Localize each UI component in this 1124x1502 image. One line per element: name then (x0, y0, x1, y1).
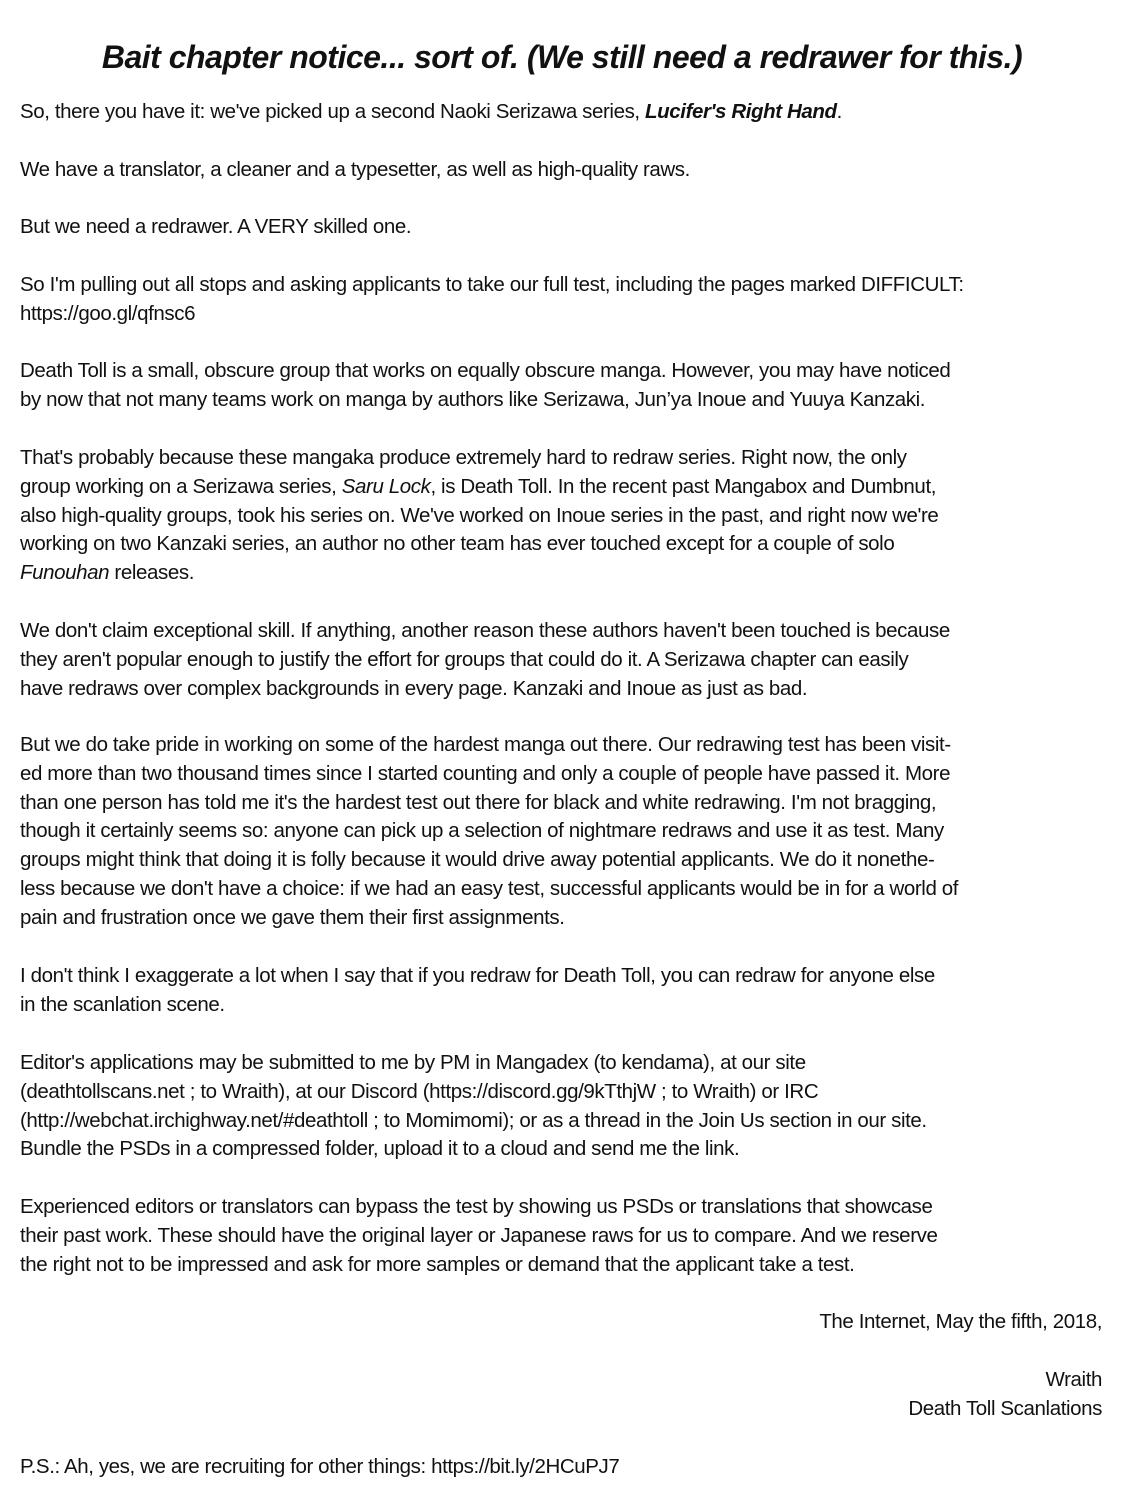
paragraph-line: than one person has told me it's the hardest test out there for black and white redrawing. I'm not bragging, (20, 790, 937, 814)
paragraph-line: in the scanlation scene. (20, 992, 225, 1016)
test-link[interactable]: https://goo.gl/qfnsc6 (20, 301, 196, 325)
intro-period: . (836, 100, 842, 123)
series-title-funouhan: Funouhan (20, 561, 110, 585)
paragraph-line: Death Toll is a small, obscure group that works on equally obscure manga. However, you may have noticed (20, 359, 951, 382)
paragraph-line: (deathtollscans.net ; to Wraith), at our Discord (https://discord.gg/9kTthjW ; to Wraith) or IRC (20, 1079, 819, 1103)
paragraph-line: groups might think that doing it is folly because it would drive away potential applicants. We do it nonethe- (20, 848, 935, 872)
paragraph-line: We don't claim exceptional skill. If anything, another reason these authors haven't been touched is because (20, 619, 950, 642)
series-title-saru-lock: Saru Lock (341, 474, 431, 498)
paragraph-line: But we do take pride in working on some of the hardest manga out there. Our redrawing test has been visit- (20, 733, 951, 756)
signature-name: Wraith (1045, 1368, 1102, 1391)
test-paragraph (20, 271, 1110, 329)
paragraph-line: working on two Kanzaki series, an author no other team has ever touched except for a couple of solo (20, 532, 895, 556)
signoff-date: The Internet, May the fifth, 2018, (819, 1310, 1102, 1333)
paragraph-line: Editor's applications may be submitted to me by PM in Mangadex (to kendama), at our site (20, 1051, 806, 1074)
signature-group: Death Toll Scanlations (908, 1396, 1102, 1420)
paragraph-line: have redraws over complex backgrounds in every page. Kanzaki and Inoue as just as bad. (20, 676, 808, 700)
paragraph-line: though it certainly seems so: anyone can pick up a selection of nightmare redraws and use it as test. Many (20, 819, 944, 843)
paragraph-line: the right not to be impressed and ask for more samples or demand that the applicant take a test. (20, 1252, 855, 1276)
line-text: , is Death Toll. In the recent past Mangabox and Dumbnut, (430, 474, 937, 498)
paragraph-line: ed more than two thousand times since I started counting and only a couple of people have passed it. More (20, 761, 951, 785)
group-intro-paragraph (20, 357, 1110, 415)
paragraph-line: also high-quality groups, took his series on. We've worked on Inoue series in the past, and right now we're (20, 503, 939, 527)
need-redrawer-paragraph: But we need a redrawer. A VERY skilled one. (20, 215, 412, 238)
recruiting-link[interactable]: https://bit.ly/2HCuPJ7 (431, 1455, 620, 1478)
paragraph-line (20, 559, 1110, 588)
applications-paragraph (20, 1049, 1110, 1164)
difficulty-paragraph (20, 444, 1110, 588)
postscript (20, 1453, 1110, 1482)
paragraph-line: (http://webchat.irchighway.net/#deathtoll ; to Momimomi); or as a thread in the Join Us section in our site. (20, 1108, 927, 1132)
bypass-paragraph (20, 1193, 1110, 1279)
staff-paragraph: We have a translator, a cleaner and a typesetter, as well as high-quality raws. (20, 158, 690, 181)
test-text: So I'm pulling out all stops and asking applicants to take our full test, including the pages marked DIFFICULT: (20, 273, 964, 296)
postscript-text: P.S.: Ah, yes, we are recruiting for other things: (20, 1455, 432, 1478)
intro-text: So, there you have it: we've picked up a second Naoki Serizawa series, (20, 100, 646, 123)
paragraph-line: pain and frustration once we gave them their first assignments. (20, 905, 565, 929)
signature (908, 1366, 1102, 1424)
paragraph-line: I don't think I exaggerate a lot when I say that if you redraw for Death Toll, you can redraw for anyone else (20, 964, 935, 987)
line-text: releases. (109, 561, 195, 585)
paragraph-line (20, 473, 1110, 502)
paragraph-line: their past work. These should have the original layer or Japanese raws for us to compare. And we reserve (20, 1223, 938, 1247)
paragraph-line: Bundle the PSDs in a compressed folder, upload it to a cloud and send me the link. (20, 1137, 740, 1161)
paragraph-line: That's probably because these mangaka produce extremely hard to redraw series. Right now, the only (20, 446, 907, 469)
intro-paragraph (20, 98, 1110, 127)
series-title-lucifers-right-hand: Lucifer's Right Hand (645, 100, 837, 123)
line-text: group working on a Serizawa series, (20, 474, 342, 498)
paragraph-line: by now that not many teams work on manga by authors like Serizawa, Jun’ya Inoue and Yuuya Kanzaki. (20, 387, 926, 411)
paragraph-line: Experienced editors or translators can bypass the test by showing us PSDs or translations that showcase (20, 1195, 933, 1218)
page-title: Bait chapter notice... sort of. (We still need a redrawer for this.) (101, 39, 1023, 76)
exaggerate-paragraph (20, 962, 1110, 1020)
paragraph-line: less because we don't have a choice: if we had an easy test, successful applicants would be in for a world of (20, 876, 959, 900)
skill-paragraph (20, 617, 1110, 703)
pride-paragraph (20, 731, 1110, 933)
paragraph-line: they aren't popular enough to justify the effort for groups that could do it. A Serizawa chapter can easily (20, 647, 909, 671)
